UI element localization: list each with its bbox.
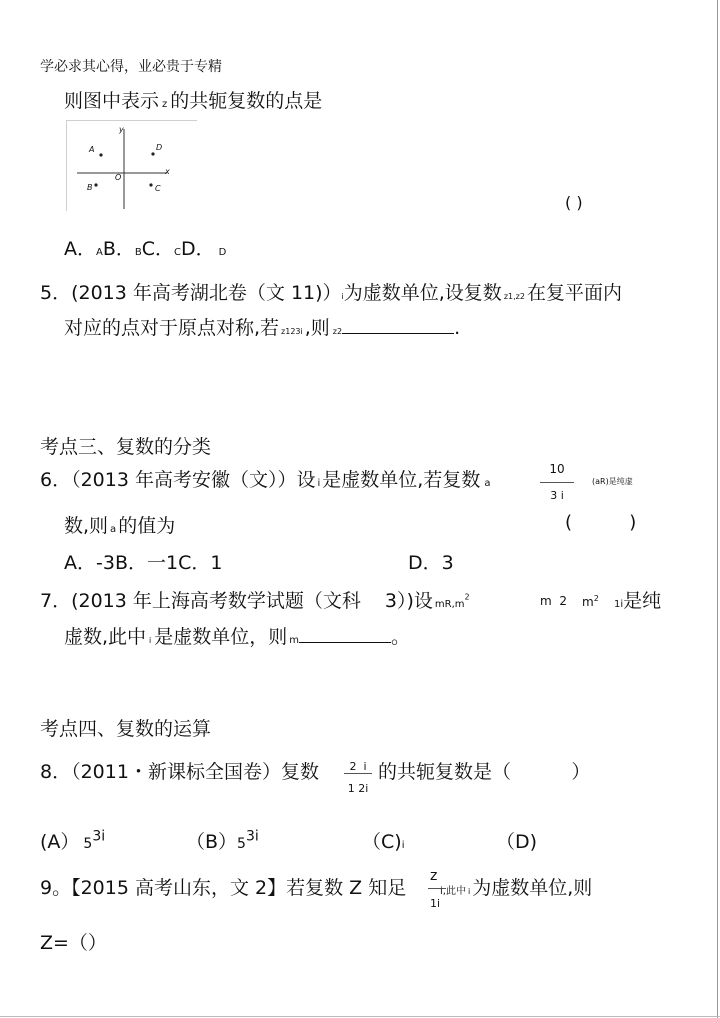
q7-text-d: 虚数,此中	[64, 626, 147, 648]
q6-option-d: D．3	[408, 552, 454, 574]
q7-line1	[40, 586, 470, 613]
q9-line1	[40, 873, 406, 900]
point-a-label: A	[89, 145, 95, 154]
q5-text-e: ,则	[304, 317, 330, 339]
q7-m: m	[582, 595, 594, 609]
q5-answer-blank	[342, 315, 454, 334]
q5-i: i	[341, 292, 344, 301]
q6-frac-den: 3 i	[550, 489, 564, 502]
q6-a: a	[484, 478, 491, 489]
q6-text-d: 的值为	[118, 515, 176, 537]
q5-formula: z123i	[281, 327, 303, 336]
q8-source: （2011・新课标全国卷）复数	[71, 761, 319, 783]
q7-m2: m	[289, 635, 300, 646]
q9-number: 9。	[40, 877, 72, 899]
q4-option-c: C．	[141, 238, 175, 260]
q7-sup-2: 2	[593, 594, 599, 603]
q5-text-d: 对应的点对于原点对称,若	[64, 317, 280, 339]
q4-option-b: B．	[102, 238, 135, 260]
x-axis-label: x	[165, 167, 170, 176]
q8-option-a	[40, 827, 105, 854]
q8-frac-bar	[344, 773, 372, 774]
q7-line1-end	[614, 586, 661, 613]
q4-option-a: A．	[64, 238, 96, 260]
y-axis-label: y	[119, 125, 124, 134]
q8-option-a-value: 5	[83, 836, 93, 852]
section-4-title: 考点四、复数的运算	[40, 718, 212, 740]
q9-source: 【2015 高考山东，文 2】若复数 Z 知足	[71, 877, 407, 899]
q6-text-c: 数,则	[64, 515, 109, 537]
q9-line1-end	[440, 873, 592, 900]
point-d-label: D	[156, 143, 163, 152]
q6-frac-bar	[540, 482, 574, 483]
q4-option-a-sub: A	[96, 247, 103, 258]
q6-i: i	[317, 478, 321, 489]
complex-plane-figure	[66, 120, 197, 211]
q6-frac-num: 10	[549, 462, 565, 476]
q4-stem-text-b: 的共轭复数的点是	[170, 90, 323, 112]
q8-option-d: （D)	[496, 831, 538, 853]
q9-frac-num: z	[430, 868, 438, 884]
q8-option-c	[362, 827, 404, 854]
complex-plane-axes	[67, 121, 197, 211]
q4-option-c-sub: C	[174, 247, 182, 258]
q7-sup-1: 2	[464, 592, 470, 602]
q6-line1	[40, 465, 490, 492]
q8-option-b-sup: 3i	[245, 828, 259, 845]
q9-line2: Z=（）	[40, 932, 107, 954]
q7-end: 。	[391, 626, 411, 648]
q6-source: （2013 年高考安徽（文））设	[71, 469, 316, 491]
q7-text-e: 是虚数单位，则	[154, 626, 288, 648]
q6-a2: a	[110, 524, 117, 535]
q8-option-a-sup: 3i	[92, 828, 106, 845]
q8-line1	[40, 757, 319, 784]
q6-text-b: 是虚数单位,若复数	[322, 469, 481, 491]
q7-answer-blank	[299, 624, 391, 643]
q5-line1	[40, 278, 622, 305]
q7-source: (2013 年上海高考数学试题（文科	[71, 590, 361, 612]
q7-text-c: 是纯	[623, 590, 662, 612]
section-3-title: 考点三、复数的分类	[40, 436, 212, 458]
q5-z1z2: z1,z2	[503, 292, 525, 301]
q8-option-b-label: （B）	[186, 831, 238, 853]
q9-frac-den: 1i	[430, 897, 441, 910]
q5-text-c: 在复平面内	[526, 282, 622, 304]
page-bottom-border	[0, 1016, 720, 1017]
q7-text-b: ）)设	[397, 590, 433, 612]
q6-line2	[64, 511, 175, 538]
q7-formula-1: mR,m	[434, 599, 465, 610]
q8-number: 8．	[40, 761, 72, 783]
q5-source: (2013 年高考湖北卷（文 11)）	[71, 282, 342, 304]
q5-line2	[64, 313, 460, 340]
q8-frac-den: 1 2i	[347, 782, 369, 795]
q5-text-b: 为虚数单位,设复数	[343, 282, 502, 304]
q9-text-c: 为虚数单位,则	[472, 877, 593, 899]
q4-answer-paren: ( )	[565, 193, 583, 212]
q8-option-b	[186, 827, 259, 854]
q7-number: 7．	[40, 590, 72, 612]
q9-text-b: i,此中	[440, 886, 466, 897]
q7-line2	[64, 622, 410, 649]
q7-formula-2: m 2	[540, 594, 567, 608]
q7-formula-4: 1i	[614, 599, 624, 610]
q5-z2: z2	[332, 327, 343, 336]
q5-end: .	[454, 317, 461, 339]
q6-answer-paren: ( )	[565, 512, 637, 533]
q8-option-c-value: i	[401, 840, 405, 851]
q9-i: i	[467, 887, 471, 896]
origin-label: O	[115, 173, 122, 182]
q6-tail: (aR)是纯虚	[592, 477, 633, 486]
q8-text-b: 的共轭复数是（ ）	[378, 761, 591, 783]
point-c-label: C	[155, 184, 161, 193]
q4-option-d: D．	[181, 238, 215, 260]
q4-stem-text-a: 则图中表示	[64, 90, 160, 112]
q5-number: 5．	[40, 282, 72, 304]
q4-option-b-sub: B	[134, 247, 142, 258]
q7-source-num: 3	[384, 590, 397, 612]
q8-option-a-label: (A）	[40, 831, 80, 853]
q4-option-d-sub: D	[218, 247, 227, 258]
q7-formula-3	[582, 594, 599, 609]
q4-stem	[64, 86, 322, 113]
q8-option-b-value: 5	[237, 836, 246, 852]
point-b-label: B	[87, 183, 93, 192]
page-header: 学必求其心得，业必贵于专精	[40, 59, 222, 75]
q4-options	[64, 234, 226, 261]
q4-stem-var: z	[162, 99, 168, 110]
q6-options-abc: A．-3B．一1C．1	[64, 552, 223, 574]
page-right-border	[717, 0, 718, 1018]
q6-number: 6．	[40, 469, 72, 491]
q8-option-c-label: （C)	[362, 831, 402, 853]
q8-frac-num: 2 i	[349, 760, 367, 773]
q7-i: i	[149, 636, 152, 645]
